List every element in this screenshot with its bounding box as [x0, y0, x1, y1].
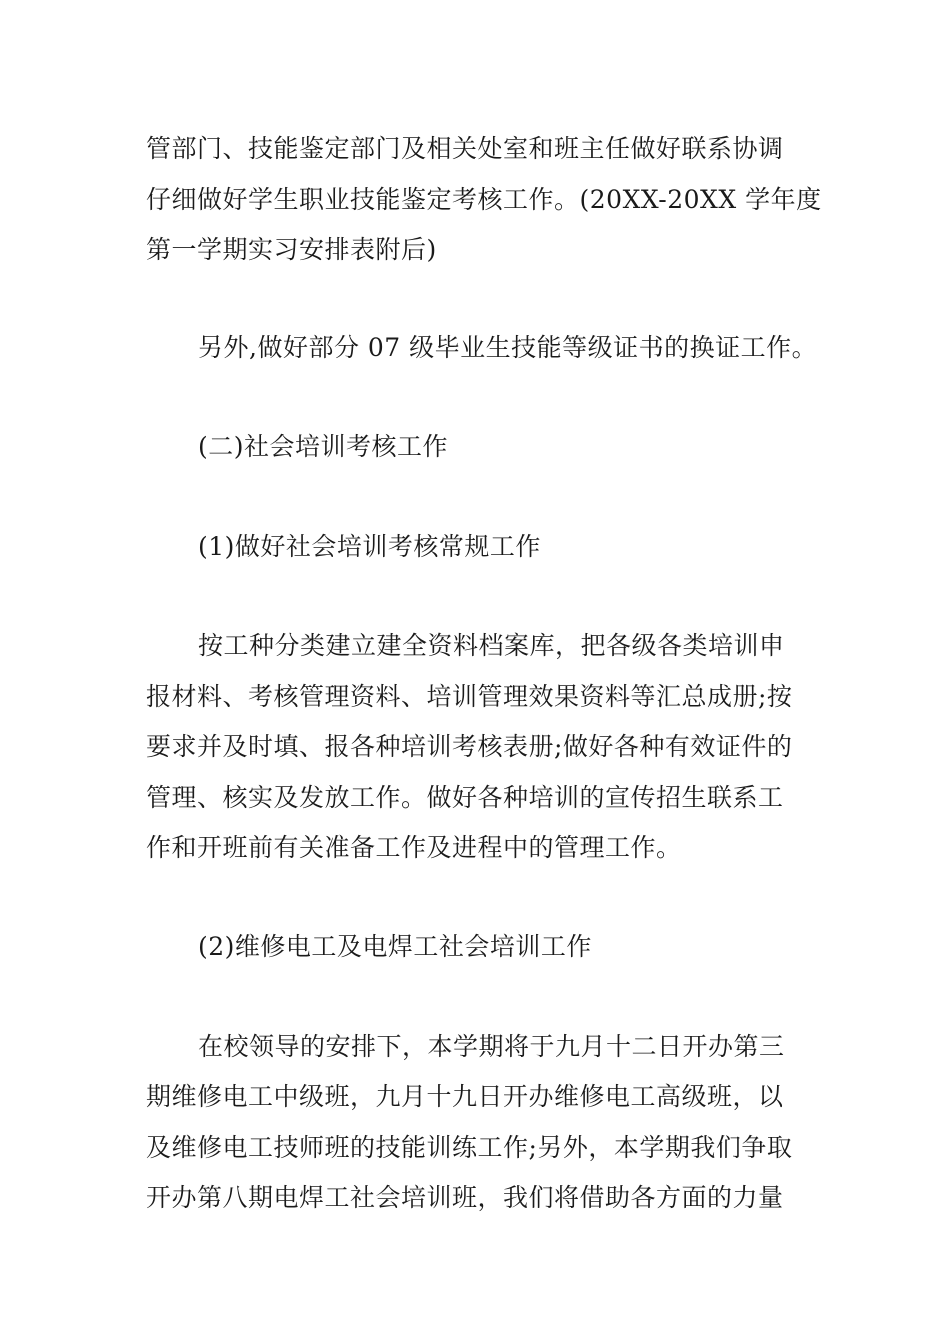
- paragraph-line: 在校领导的安排下，本学期将于九月十二日开办第三: [198, 1032, 785, 1061]
- paragraph-line: 仔细做好学生职业技能鉴定考核工作。(20XX-20XX 学年度: [146, 185, 822, 214]
- subsection-heading: (2)维修电工及电焊工社会培训工作: [198, 932, 592, 961]
- paragraph-line: 第一学期实习安排表附后): [146, 235, 437, 264]
- paragraph-line: 期维修电工中级班，九月十九日开办维修电工高级班，以: [146, 1082, 784, 1111]
- subsection-heading: (1)做好社会培训考核常规工作: [198, 532, 541, 561]
- paragraph-line: 报材料、考核管理资料、培训管理效果资料等汇总成册;按: [146, 682, 793, 711]
- section-heading: (二)社会培训考核工作: [198, 432, 449, 461]
- paragraph-line: 另外,做好部分 07 级毕业生技能等级证书的换证工作。: [198, 333, 818, 362]
- paragraph-line: 要求并及时填、报各种培训考核表册;做好各种有效证件的: [146, 732, 793, 761]
- paragraph-line: 开办第八期电焊工社会培训班，我们将借助各方面的力量: [146, 1183, 784, 1212]
- paragraph-line: 按工种分类建立建全资料档案库，把各级各类培训申: [198, 631, 785, 660]
- paragraph-line: 及维修电工技师班的技能训练工作;另外，本学期我们争取: [146, 1133, 793, 1162]
- paragraph-line: 管部门、技能鉴定部门及相关处室和班主任做好联系协调: [146, 134, 784, 163]
- paragraph-line: 作和开班前有关准备工作及进程中的管理工作。: [146, 833, 682, 862]
- paragraph-line: 管理、核实及发放工作。做好各种培训的宣传招生联系工: [146, 783, 784, 812]
